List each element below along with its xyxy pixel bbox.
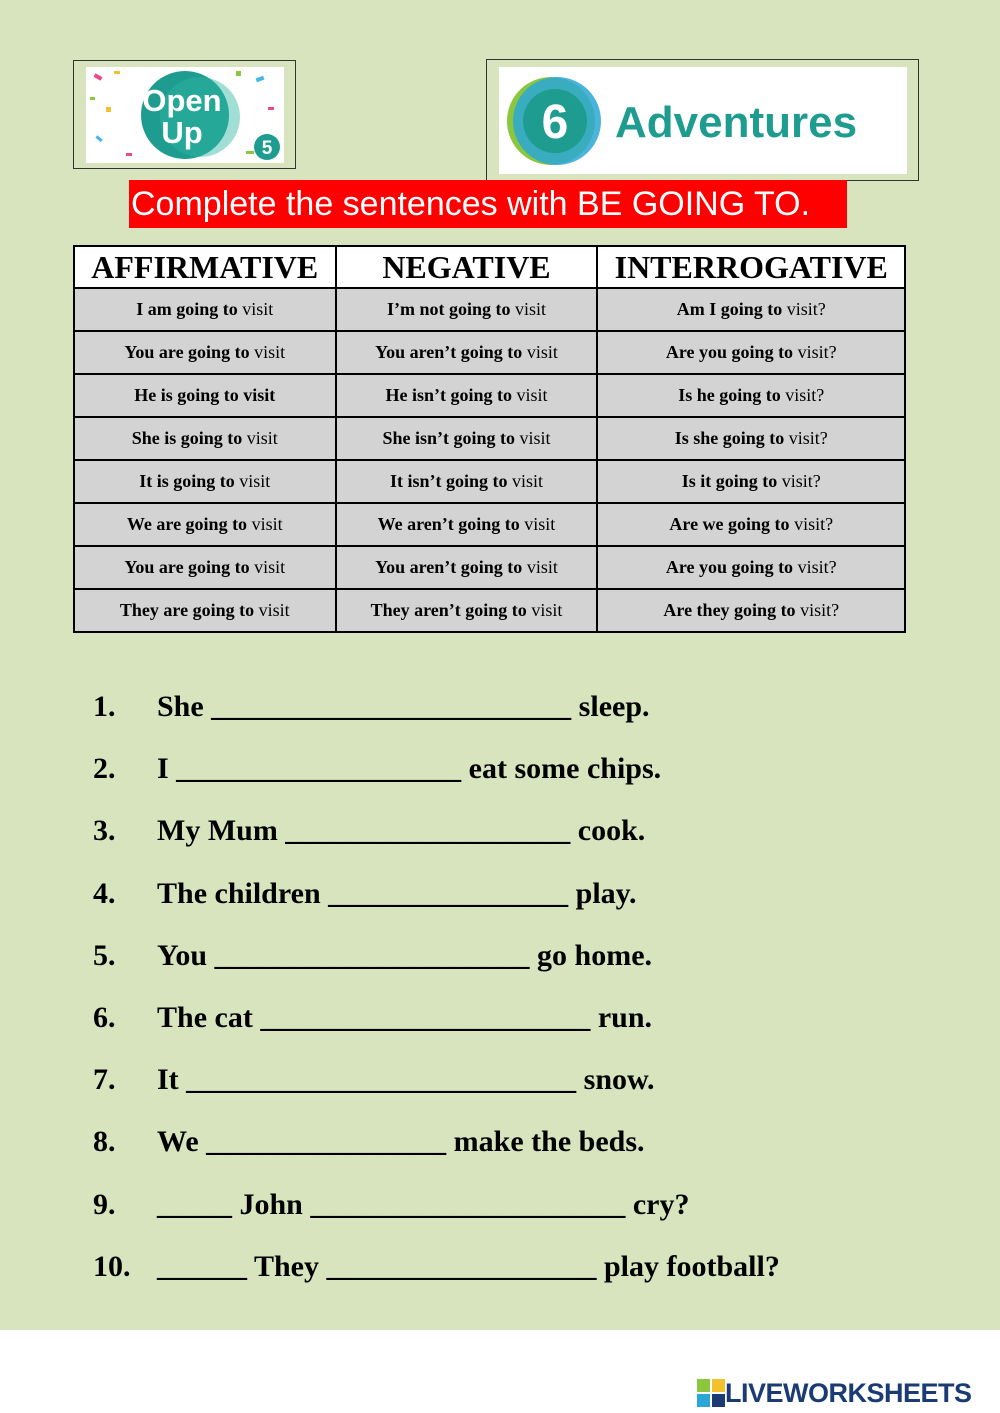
cell-regular-text: visit: [526, 600, 563, 620]
exercise-sentence: _____ John _____________________ cry?: [157, 1187, 690, 1221]
cell-bold-text: Are you going to: [665, 342, 794, 362]
exercise-item: [93, 1183, 953, 1245]
cell-interrogative: [597, 503, 905, 546]
exercise-sentence: My Mum ___________________ cook.: [157, 814, 646, 848]
cell-bold-text: He isn’t going to: [385, 385, 512, 405]
open-up-logo-box: [73, 60, 296, 169]
exercise-item: [93, 685, 953, 747]
exercise-list: [93, 685, 953, 1307]
liveworksheets-logo[interactable]: [697, 1376, 972, 1410]
header-negative: NEGATIVE: [336, 246, 598, 288]
table-row: [74, 503, 905, 546]
cell-negative: [336, 460, 598, 503]
cell-bold-text: You are going to: [124, 342, 250, 362]
cell-interrogative: [597, 589, 905, 632]
cell-bold-text: Are we going to: [669, 514, 790, 534]
table-row: [74, 417, 905, 460]
open-up-logo: [86, 67, 284, 163]
cell-negative: [336, 417, 598, 460]
cell-regular-text: visit: [514, 428, 551, 448]
exercise-item: [93, 1058, 953, 1120]
level-badge-number: 5: [261, 138, 273, 159]
header-interrogative: INTERROGATIVE: [597, 246, 905, 288]
exercise-item: [93, 809, 953, 871]
cell-affirmative: [74, 589, 336, 632]
exercise-sentence: ______ They __________________ play football?: [157, 1249, 780, 1283]
open-up-word1: Open: [142, 83, 222, 118]
cell-bold-text: You aren’t going to: [375, 342, 523, 362]
adventures-logo: [499, 67, 907, 174]
cell-bold-text: Am I going to: [676, 299, 783, 319]
exercise-sentence: I ___________________ eat some chips.: [157, 752, 662, 786]
cell-regular-text: visit: [249, 342, 286, 362]
exercise-number: 8.: [93, 1125, 116, 1159]
exercise-sentence: The children ________________ play.: [157, 876, 637, 910]
cell-bold-text: She isn’t going to: [382, 428, 515, 448]
cell-affirmative: [74, 331, 336, 374]
cell-bold-text: Is it going to: [681, 471, 778, 491]
exercise-number: 9.: [93, 1187, 116, 1221]
cell-affirmative: [74, 288, 336, 331]
cell-bold-text: Is she going to: [674, 428, 785, 448]
cell-regular-text: visit?: [780, 385, 825, 405]
cell-bold-text: We are going to: [126, 514, 248, 534]
cell-negative: [336, 589, 598, 632]
cell-negative: [336, 288, 598, 331]
cell-regular-text: visit?: [789, 514, 834, 534]
cell-negative: [336, 331, 598, 374]
cell-interrogative: [597, 288, 905, 331]
exercise-number: 1.: [93, 690, 116, 723]
open-up-word2: Up: [161, 115, 203, 150]
cell-interrogative: [597, 546, 905, 589]
exercise-number: 2.: [93, 752, 116, 786]
exercise-sentence: The cat ______________________ run.: [157, 1000, 652, 1034]
header-affirmative: AFFIRMATIVE: [74, 246, 336, 288]
cell-regular-text: visit: [247, 514, 283, 534]
exercise-item: [93, 934, 953, 996]
cell-regular-text: visit?: [777, 471, 821, 491]
cell-regular-text: visit: [249, 557, 286, 577]
cell-regular-text: visit?: [793, 557, 837, 577]
exercise-number: 6.: [93, 1000, 116, 1034]
table-row: [74, 460, 905, 503]
cell-regular-text: visit?: [793, 342, 837, 362]
cell-bold-text: I’m not going to: [386, 299, 511, 319]
cell-regular-text: visit?: [782, 299, 826, 319]
exercise-number: 7.: [93, 1063, 116, 1097]
cell-affirmative: [74, 460, 336, 503]
exercise-item: [93, 1245, 953, 1307]
table-row: [74, 374, 905, 417]
cell-interrogative: [597, 417, 905, 460]
exercise-sentence: She ________________________ sleep.: [157, 690, 650, 723]
cell-regular-text: visit?: [795, 600, 840, 620]
cell-regular-text: visit: [511, 385, 548, 405]
table-header-row: [74, 246, 905, 288]
table-row: [74, 589, 905, 632]
adventures-word: Adventures: [615, 98, 858, 147]
cell-regular-text: visit: [242, 428, 278, 448]
cell-bold-text: I am going to: [136, 299, 238, 319]
exercise-number: 3.: [93, 814, 116, 848]
cell-interrogative: [597, 374, 905, 417]
cell-bold-text: Are they going to: [663, 600, 796, 620]
cell-bold-text: They are going to: [119, 600, 255, 620]
exercise-item: [93, 747, 953, 809]
cell-regular-text: visit: [510, 299, 546, 319]
cell-bold-text: He is going to visit: [134, 385, 276, 405]
exercise-item: [93, 872, 953, 934]
cell-regular-text: visit: [234, 471, 271, 491]
exercise-number: 4.: [93, 876, 116, 910]
cell-negative: [336, 374, 598, 417]
cell-affirmative: [74, 503, 336, 546]
cell-bold-text: They aren’t going to: [370, 600, 527, 620]
cell-affirmative: [74, 374, 336, 417]
cell-regular-text: visit: [522, 557, 558, 577]
grammar-table: [73, 245, 906, 633]
table-row: [74, 288, 905, 331]
cell-bold-text: It isn’t going to: [389, 471, 508, 491]
cell-regular-text: visit: [522, 342, 558, 362]
exercise-sentence: You _____________________ go home.: [157, 938, 653, 972]
cell-regular-text: visit: [507, 471, 543, 491]
cell-bold-text: You are going to: [124, 557, 250, 577]
cell-bold-text: We aren’t going to: [377, 514, 520, 534]
cell-interrogative: [597, 460, 905, 503]
cell-affirmative: [74, 417, 336, 460]
liveworksheets-brand: LIVEWORKSHEETS: [725, 1377, 972, 1408]
cell-regular-text: visit: [254, 600, 290, 620]
exercise-number: 5.: [93, 938, 116, 972]
cell-bold-text: Are you going to: [665, 557, 794, 577]
adventures-logo-box: [486, 59, 919, 181]
liveworksheets-icon: [697, 1379, 725, 1407]
table-row: [74, 331, 905, 374]
cell-negative: [336, 546, 598, 589]
cell-regular-text: visit: [237, 299, 274, 319]
cell-bold-text: It is going to: [139, 471, 235, 491]
exercise-sentence: We ________________ make the beds.: [157, 1125, 645, 1159]
cell-affirmative: [74, 546, 336, 589]
instruction-title: Complete the sentences with BE GOING TO.: [129, 180, 847, 228]
cell-interrogative: [597, 331, 905, 374]
level-number: 6: [541, 96, 569, 149]
cell-regular-text: visit?: [784, 428, 828, 448]
cell-bold-text: Is he going to: [678, 385, 781, 405]
cell-negative: [336, 503, 598, 546]
cell-regular-text: visit: [519, 514, 556, 534]
exercise-sentence: It __________________________ snow.: [157, 1063, 655, 1097]
cell-bold-text: She is going to: [131, 428, 243, 448]
exercise-item: [93, 1120, 953, 1182]
exercise-item: [93, 996, 953, 1058]
exercise-number: 10.: [93, 1249, 131, 1283]
table-row: [74, 546, 905, 589]
cell-bold-text: You aren’t going to: [375, 557, 523, 577]
